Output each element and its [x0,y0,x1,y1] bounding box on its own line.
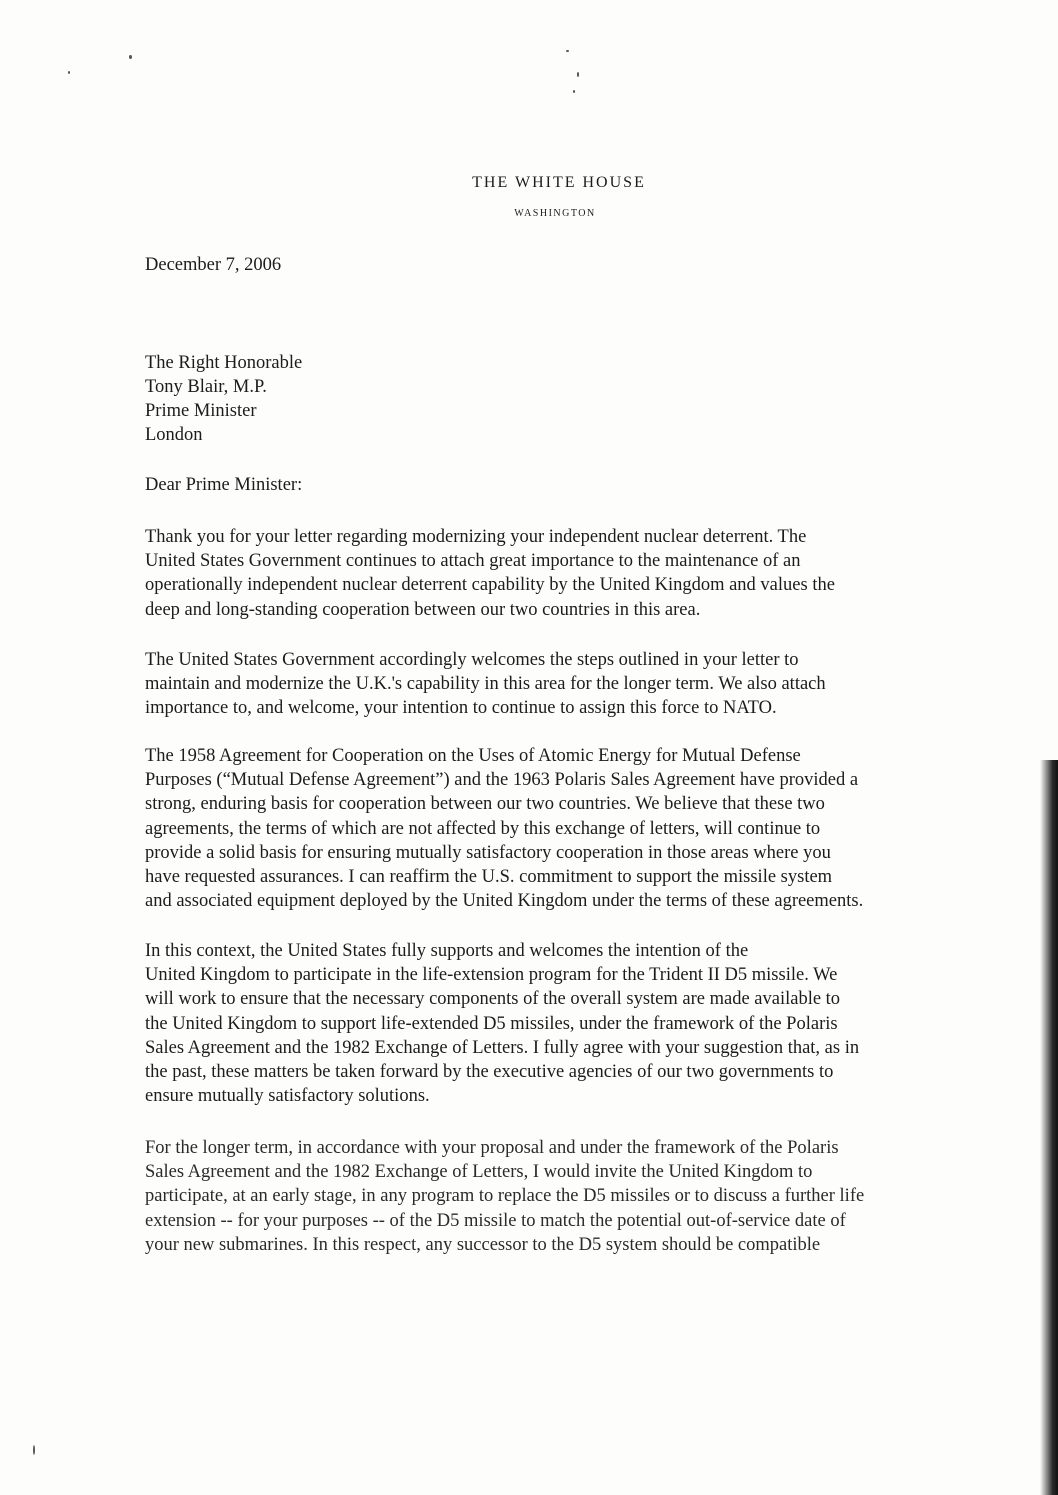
paragraph-line: In this context, the United States fully supports and welcomes the intention of the [145,941,749,961]
scan-speck [68,71,70,74]
paragraph-line: provide a solid basis for ensuring mutually satisfactory cooperation in those areas where you [145,842,831,863]
paragraph-line: the United Kingdom to support life-extended D5 missiles, under the framework of the Polaris [145,1013,838,1034]
paragraph-line: Purposes (“Mutual Defense Agreement”) and the 1963 Polaris Sales Agreement have provided a [145,770,859,791]
paragraph-line: For the longer term, in accordance with your proposal and under the framework of the Polaris [145,1138,839,1158]
paragraph-2 [145,648,826,721]
paragraph-line: have requested assurances. I can reaffirm the U.S. commitment to support the missile system [145,866,833,887]
paragraph-4 [145,939,859,1108]
recipient-line: Tony Blair, M.P. [145,377,267,397]
paragraph-line: agreements, the terms of which are not affected by this exchange of letters, will continue to [145,818,821,839]
paragraph-line: Sales Agreement and the 1982 Exchange of Letters. I fully agree with your suggestion that, as in [145,1037,860,1058]
paragraph-line: the past, these matters be taken forward by the executive agencies of our two governments to [145,1061,834,1082]
paragraph-line: The United States Government accordingly welcomes the steps outlined in your letter to [145,650,799,670]
paragraph-line: extension -- for your purposes -- of the D5 missile to match the potential out-of-service date of [145,1210,846,1231]
paragraph-line: deep and long-standing cooperation between our two countries in this area. [145,599,701,620]
scan-speck [573,90,575,93]
paragraph-line: your new submarines. In this respect, any successor to the D5 system should be compatible [145,1234,821,1255]
salutation: Dear Prime Minister: [145,475,303,495]
paragraph-line: operationally independent nuclear deterrent capability by the United Kingdom and values the [145,575,835,596]
letterhead-title: THE WHITE HOUSE [472,174,646,191]
paragraph-line: maintain and modernize the U.K.'s capability in this area for the longer term. We also attach [145,674,826,695]
paragraph-line: United Kingdom to participate in the life-extension program for the Trident II D5 missile. We [145,965,838,986]
scan-speck [566,50,569,52]
scan-speck [33,1445,35,1455]
recipient-line: London [145,425,203,445]
paragraph-line: and associated equipment deployed by the United Kingdom under the terms of these agreements. [145,891,864,912]
paragraph-line: Sales Agreement and the 1982 Exchange of Letters, I would invite the United Kingdom to [145,1162,813,1183]
paragraph-5 [145,1136,864,1257]
paragraph-line: will work to ensure that the necessary components of the overall system are made available to [145,989,841,1010]
recipient-line: The Right Honorable [145,353,303,373]
paragraph-1 [145,525,835,622]
recipient-address [145,351,302,447]
recipient-line: Prime Minister [145,401,257,421]
scan-speck [129,55,132,59]
letter-date: December 7, 2006 [145,255,282,275]
paragraph-line: The 1958 Agreement for Cooperation on the Uses of Atomic Energy for Mutual Defense [145,746,801,766]
letterhead-subtitle: WASHINGTON [514,208,596,219]
paragraph-line: ensure mutually satisfactory solutions. [145,1086,430,1107]
paragraph-line: participate, at an early stage, in any program to replace the D5 missiles or to discuss a further life [145,1186,865,1207]
paragraph-line: United States Government continues to attach great importance to the maintenance of an [145,551,801,572]
paragraph-line: importance to, and welcome, your intention to continue to assign this force to NATO. [145,698,777,719]
paragraph-line: strong, enduring basis for cooperation between our two countries. We believe that these two [145,794,825,815]
paragraph-line: Thank you for your letter regarding modernizing your independent nuclear deterrent. The [145,527,807,547]
scan-edge-shadow [1040,760,1058,1495]
paragraph-3 [145,744,863,913]
scan-speck [577,72,579,77]
